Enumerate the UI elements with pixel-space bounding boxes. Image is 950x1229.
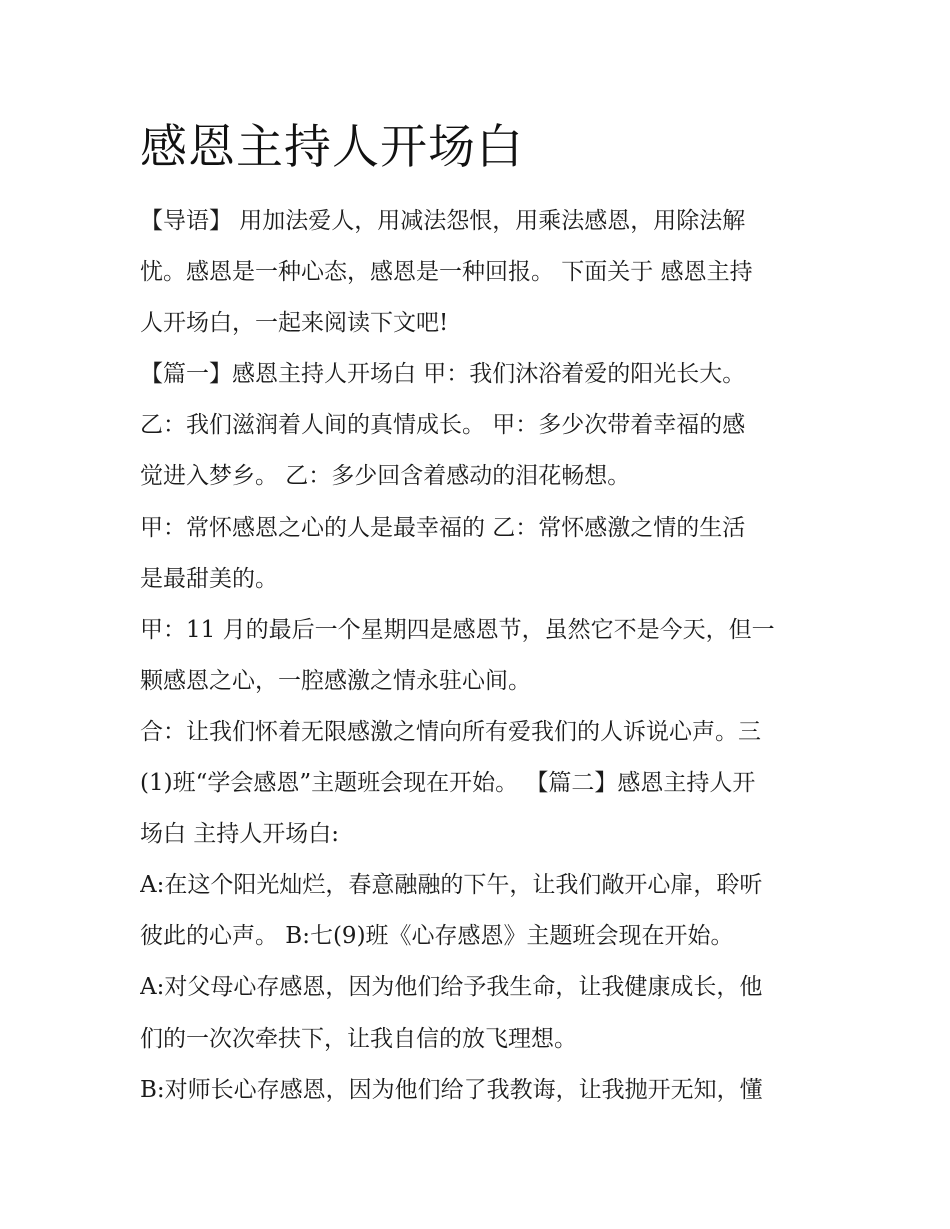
- text-line: 是最甜美的。: [140, 565, 278, 592]
- text-line: 颗感恩之心，一腔感激之情永驻心间。: [140, 667, 531, 694]
- text-line: 【导语】 用加法爱人，用减法怨恨，用乘法感恩，用除法解: [140, 208, 746, 234]
- text-line: 觉进入梦乡。 乙：多少回含着感动的泪花畅想。: [140, 463, 631, 490]
- text-line: (1)班“学会感恩”主题班会现在开始。 【篇二】感恩主持人开: [140, 770, 756, 797]
- text-line: A:在这个阳光灿烂，春意融融的下午，让我们敞开心扉，聆听: [140, 872, 763, 899]
- document-title: 感恩主持人开场白: [140, 120, 524, 175]
- text-line: 忧。感恩是一种心态，感恩是一种回报。 下面关于 感恩主持: [140, 259, 753, 286]
- text-line: B:对师长心存感恩，因为他们给了我教诲，让我抛开无知，懂: [140, 1076, 763, 1103]
- text-line: 乙：我们滋润着人间的真情成长。 甲：多少次带着幸福的感: [140, 412, 746, 439]
- text-line: 甲：11 月的最后一个星期四是感恩节，虽然它不是今天，但一: [140, 616, 775, 643]
- text-line: 甲：常怀感恩之心的人是最幸福的 乙：常怀感激之情的生活: [140, 514, 746, 541]
- text-line: A:对父母心存感恩，因为他们给予我生命，让我健康成长，他: [140, 974, 763, 1001]
- text-line: 合：让我们怀着无限感激之情向所有爱我们的人诉说心声。三: [140, 718, 761, 745]
- text-line: 人开场白，一起来阅读下文吧!: [140, 310, 449, 337]
- text-line: 们的一次次牵扶下，让我自信的放飞理想。: [140, 1025, 577, 1052]
- text-line: 彼此的心声。 B:七(9)班《心存感恩》主题班会现在开始。: [140, 923, 734, 950]
- document-body: [140, 196, 820, 1116]
- text-line: 场白 主持人开场白:: [140, 821, 340, 848]
- text-line: 【篇一】感恩主持人开场白 甲：我们沐浴着爱的阳光长大。: [140, 361, 746, 388]
